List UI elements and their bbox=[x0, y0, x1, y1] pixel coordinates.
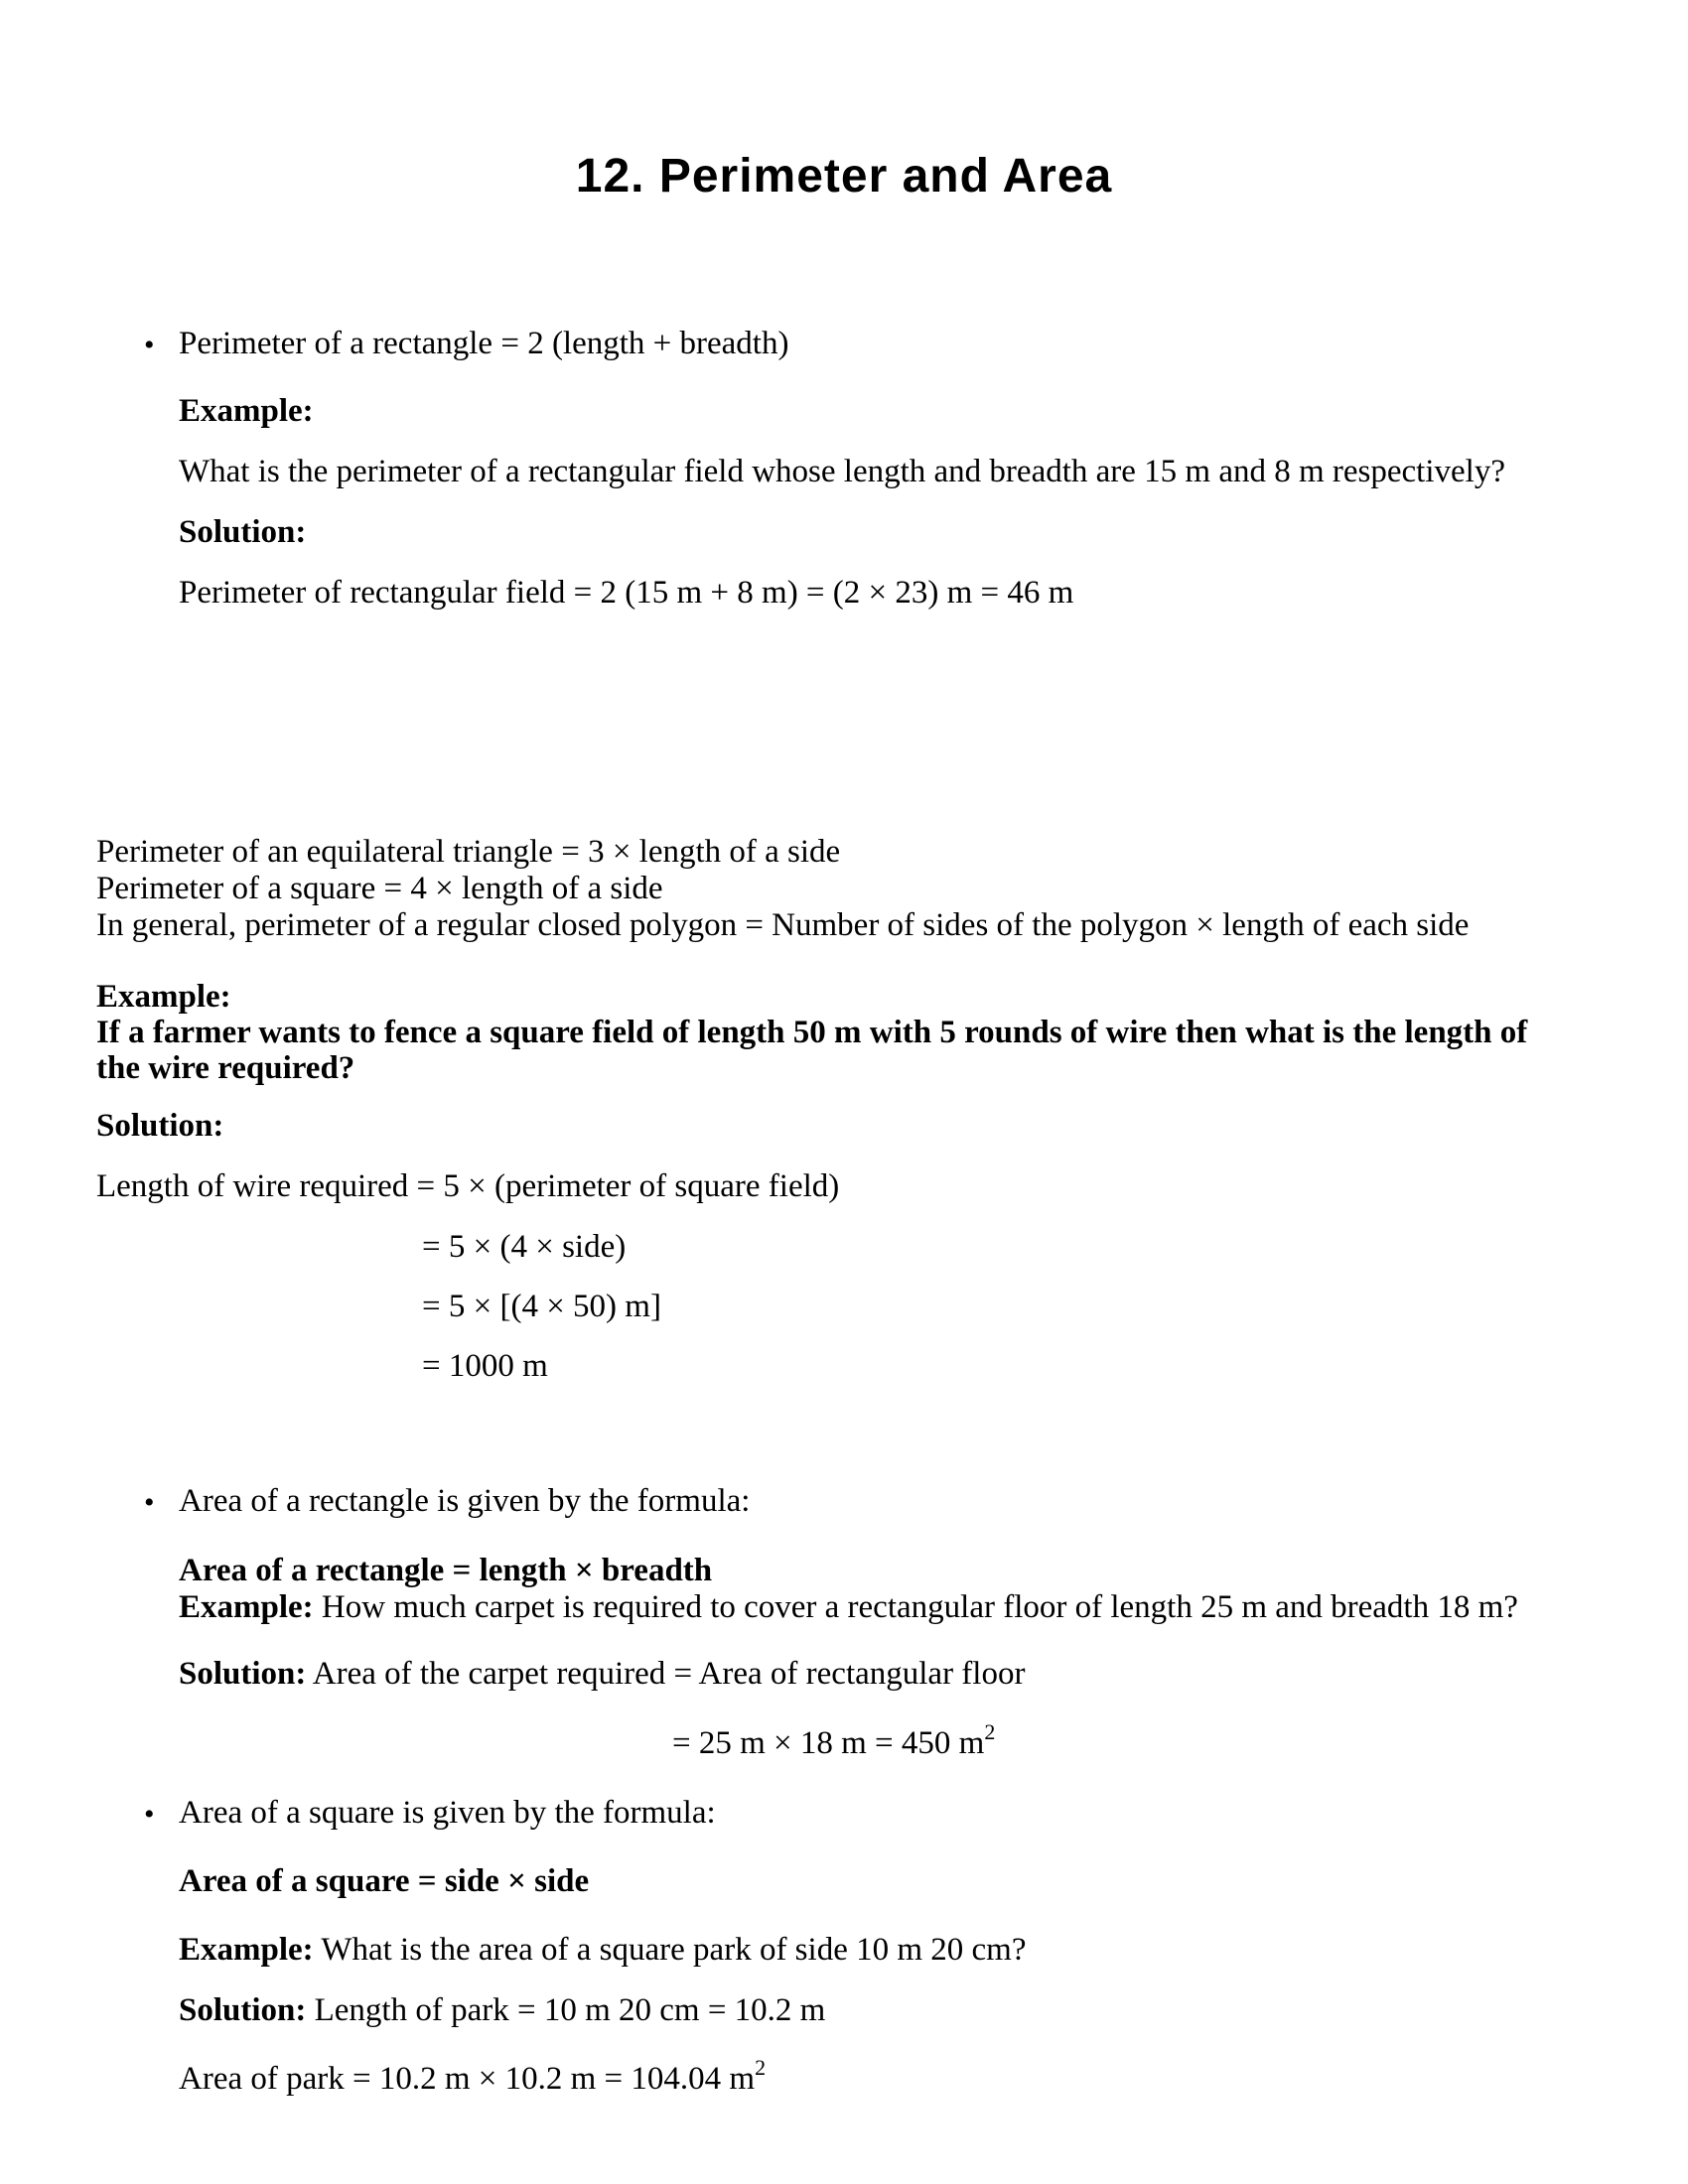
rectangle-perimeter-formula: Perimeter of a rectangle = 2 (length + breadth) bbox=[179, 326, 789, 361]
example-question: What is the area of a square park of side 10 m 20 cm? bbox=[313, 1932, 1027, 1968]
result-text: = 25 m × 18 m = 450 m bbox=[672, 1725, 985, 1761]
regular-polygon-perimeter: In general, perimeter of a regular closed polygon = Number of sides of the polygon × length of each side bbox=[96, 907, 1470, 943]
solution-step-1: Length of wire required = 5 × (perimeter of square field) bbox=[96, 1168, 840, 1204]
example-question: How much carpet is required to cover a rectangular floor of length 25 m and breadth 18 m? bbox=[313, 1589, 1518, 1625]
solution-label: Solution: bbox=[179, 514, 307, 550]
example-question-line-1: If a farmer wants to fence a square field of length 50 m with 5 rounds of wire then what is the length of bbox=[96, 1015, 1528, 1050]
result-text: Area of park = 10.2 m × 10.2 m = 104.04 m bbox=[179, 2061, 756, 2097]
example-line bbox=[179, 1930, 1026, 1970]
solution-text: Perimeter of rectangular field = 2 (15 m + 8 m) = (2 × 23) m = 46 m bbox=[179, 575, 1074, 611]
solution-label: Solution: bbox=[179, 1656, 307, 1692]
example-label: Example: bbox=[179, 1589, 314, 1625]
unit-exponent: 2 bbox=[984, 1719, 996, 1744]
square-area-intro: Area of a square is given by the formula: bbox=[179, 1795, 716, 1831]
example-line bbox=[179, 1587, 1518, 1627]
solution-label: Solution: bbox=[179, 1992, 307, 2028]
example-label: Example: bbox=[179, 1932, 314, 1968]
rectangle-area-formula: Area of a rectangle = length × breadth bbox=[179, 1553, 713, 1588]
unit-exponent: 2 bbox=[755, 2055, 767, 2080]
bullet-marker: • bbox=[144, 329, 155, 361]
equilateral-triangle-perimeter: Perimeter of an equilateral triangle = 3 × length of a side bbox=[96, 834, 841, 870]
example-question: What is the perimeter of a rectangular field whose length and breadth are 15 m and 8 m respectively? bbox=[179, 454, 1505, 489]
example-question-line-2: the wire required? bbox=[96, 1050, 355, 1086]
solution-text: Area of the carpet required = Area of rectangular floor bbox=[306, 1656, 1026, 1692]
solution-result bbox=[179, 2055, 767, 2099]
square-perimeter: Perimeter of a square = 4 × length of a side bbox=[96, 871, 663, 906]
bullet-marker: • bbox=[144, 1798, 155, 1831]
solution-step-4: = 1000 m bbox=[422, 1348, 548, 1384]
solution-line bbox=[179, 1990, 825, 2030]
square-area-formula: Area of a square = side × side bbox=[179, 1863, 590, 1899]
solution-line bbox=[179, 1654, 1025, 1694]
example-label: Example: bbox=[179, 393, 314, 429]
solution-step-3: = 5 × [(4 × 50) m] bbox=[422, 1289, 661, 1324]
solution-text: Length of park = 10 m 20 cm = 10.2 m bbox=[306, 1992, 826, 2028]
rectangle-area-intro: Area of a rectangle is given by the formula: bbox=[179, 1483, 751, 1519]
solution-label: Solution: bbox=[96, 1108, 224, 1144]
solution-step-2: = 5 × (4 × side) bbox=[422, 1229, 627, 1265]
page-title: 12. Perimeter and Area bbox=[575, 150, 1113, 203]
example-label: Example: bbox=[96, 979, 231, 1015]
bullet-marker: • bbox=[144, 1486, 155, 1519]
solution-result bbox=[672, 1719, 996, 1763]
